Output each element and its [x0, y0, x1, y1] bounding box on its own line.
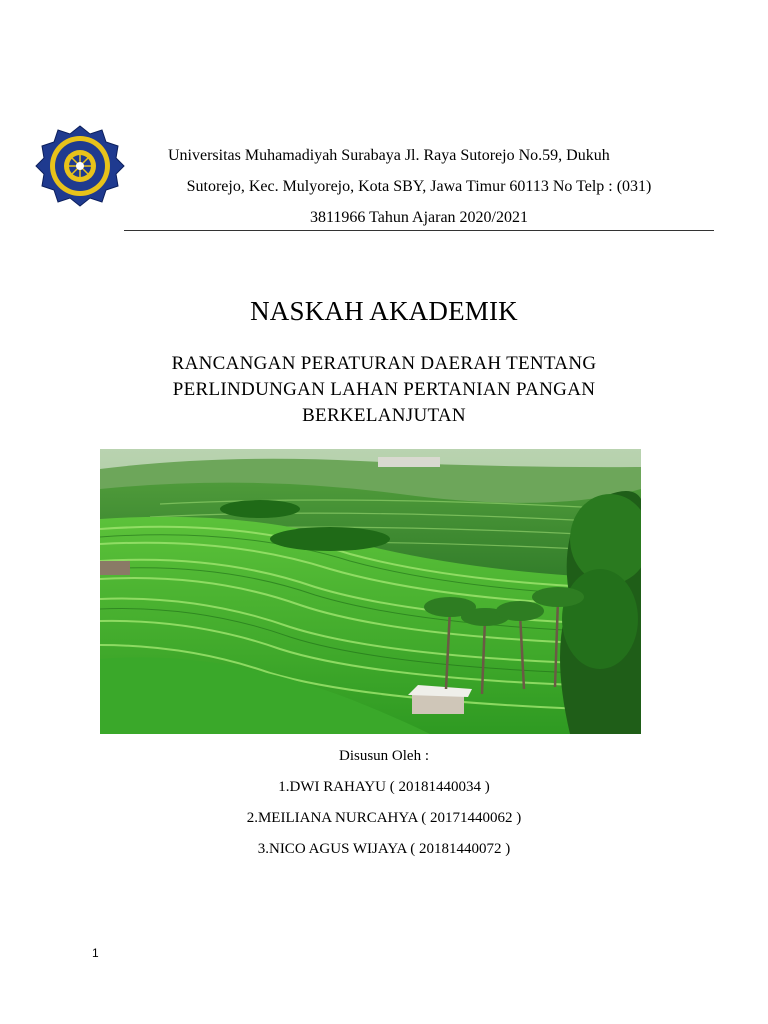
- document-subtitle: [100, 351, 668, 429]
- institution-header: [124, 140, 714, 233]
- header-line-2: Sutorejo, Kec. Mulyorejo, Kota SBY, Jawa Timur 60113 No Telp : (031): [186, 178, 652, 195]
- author-item: 2.MEILIANA NURCAHYA ( 20171440062 ): [246, 810, 522, 826]
- university-seal-icon: [34, 124, 126, 208]
- page-number: 1: [92, 946, 99, 960]
- subtitle-line-2: PERLINDUNGAN LAHAN PERTANIAN PANGAN: [172, 379, 596, 400]
- author-item: 3.NICO AGUS WIJAYA ( 20181440072 ): [257, 841, 511, 857]
- author-item: 1.DWI RAHAYU ( 20181440034 ): [278, 779, 490, 795]
- rice-terrace-photo: [100, 449, 641, 734]
- authors-block: [0, 741, 768, 865]
- authors-heading: Disusun Oleh :: [339, 748, 429, 764]
- subtitle-line-3: BERKELANJUTAN: [302, 405, 466, 426]
- header-divider: [124, 230, 714, 231]
- header-line-3: 3811966 Tahun Ajaran 2020/2021: [310, 209, 528, 226]
- header-line-1: Universitas Muhamadiyah Surabaya Jl. Raya Sutorejo No.59, Dukuh: [168, 147, 610, 164]
- document-title: NASKAH AKADEMIK: [250, 296, 518, 326]
- subtitle-line-1: RANCANGAN PERATURAN DAERAH TENTANG: [171, 353, 597, 374]
